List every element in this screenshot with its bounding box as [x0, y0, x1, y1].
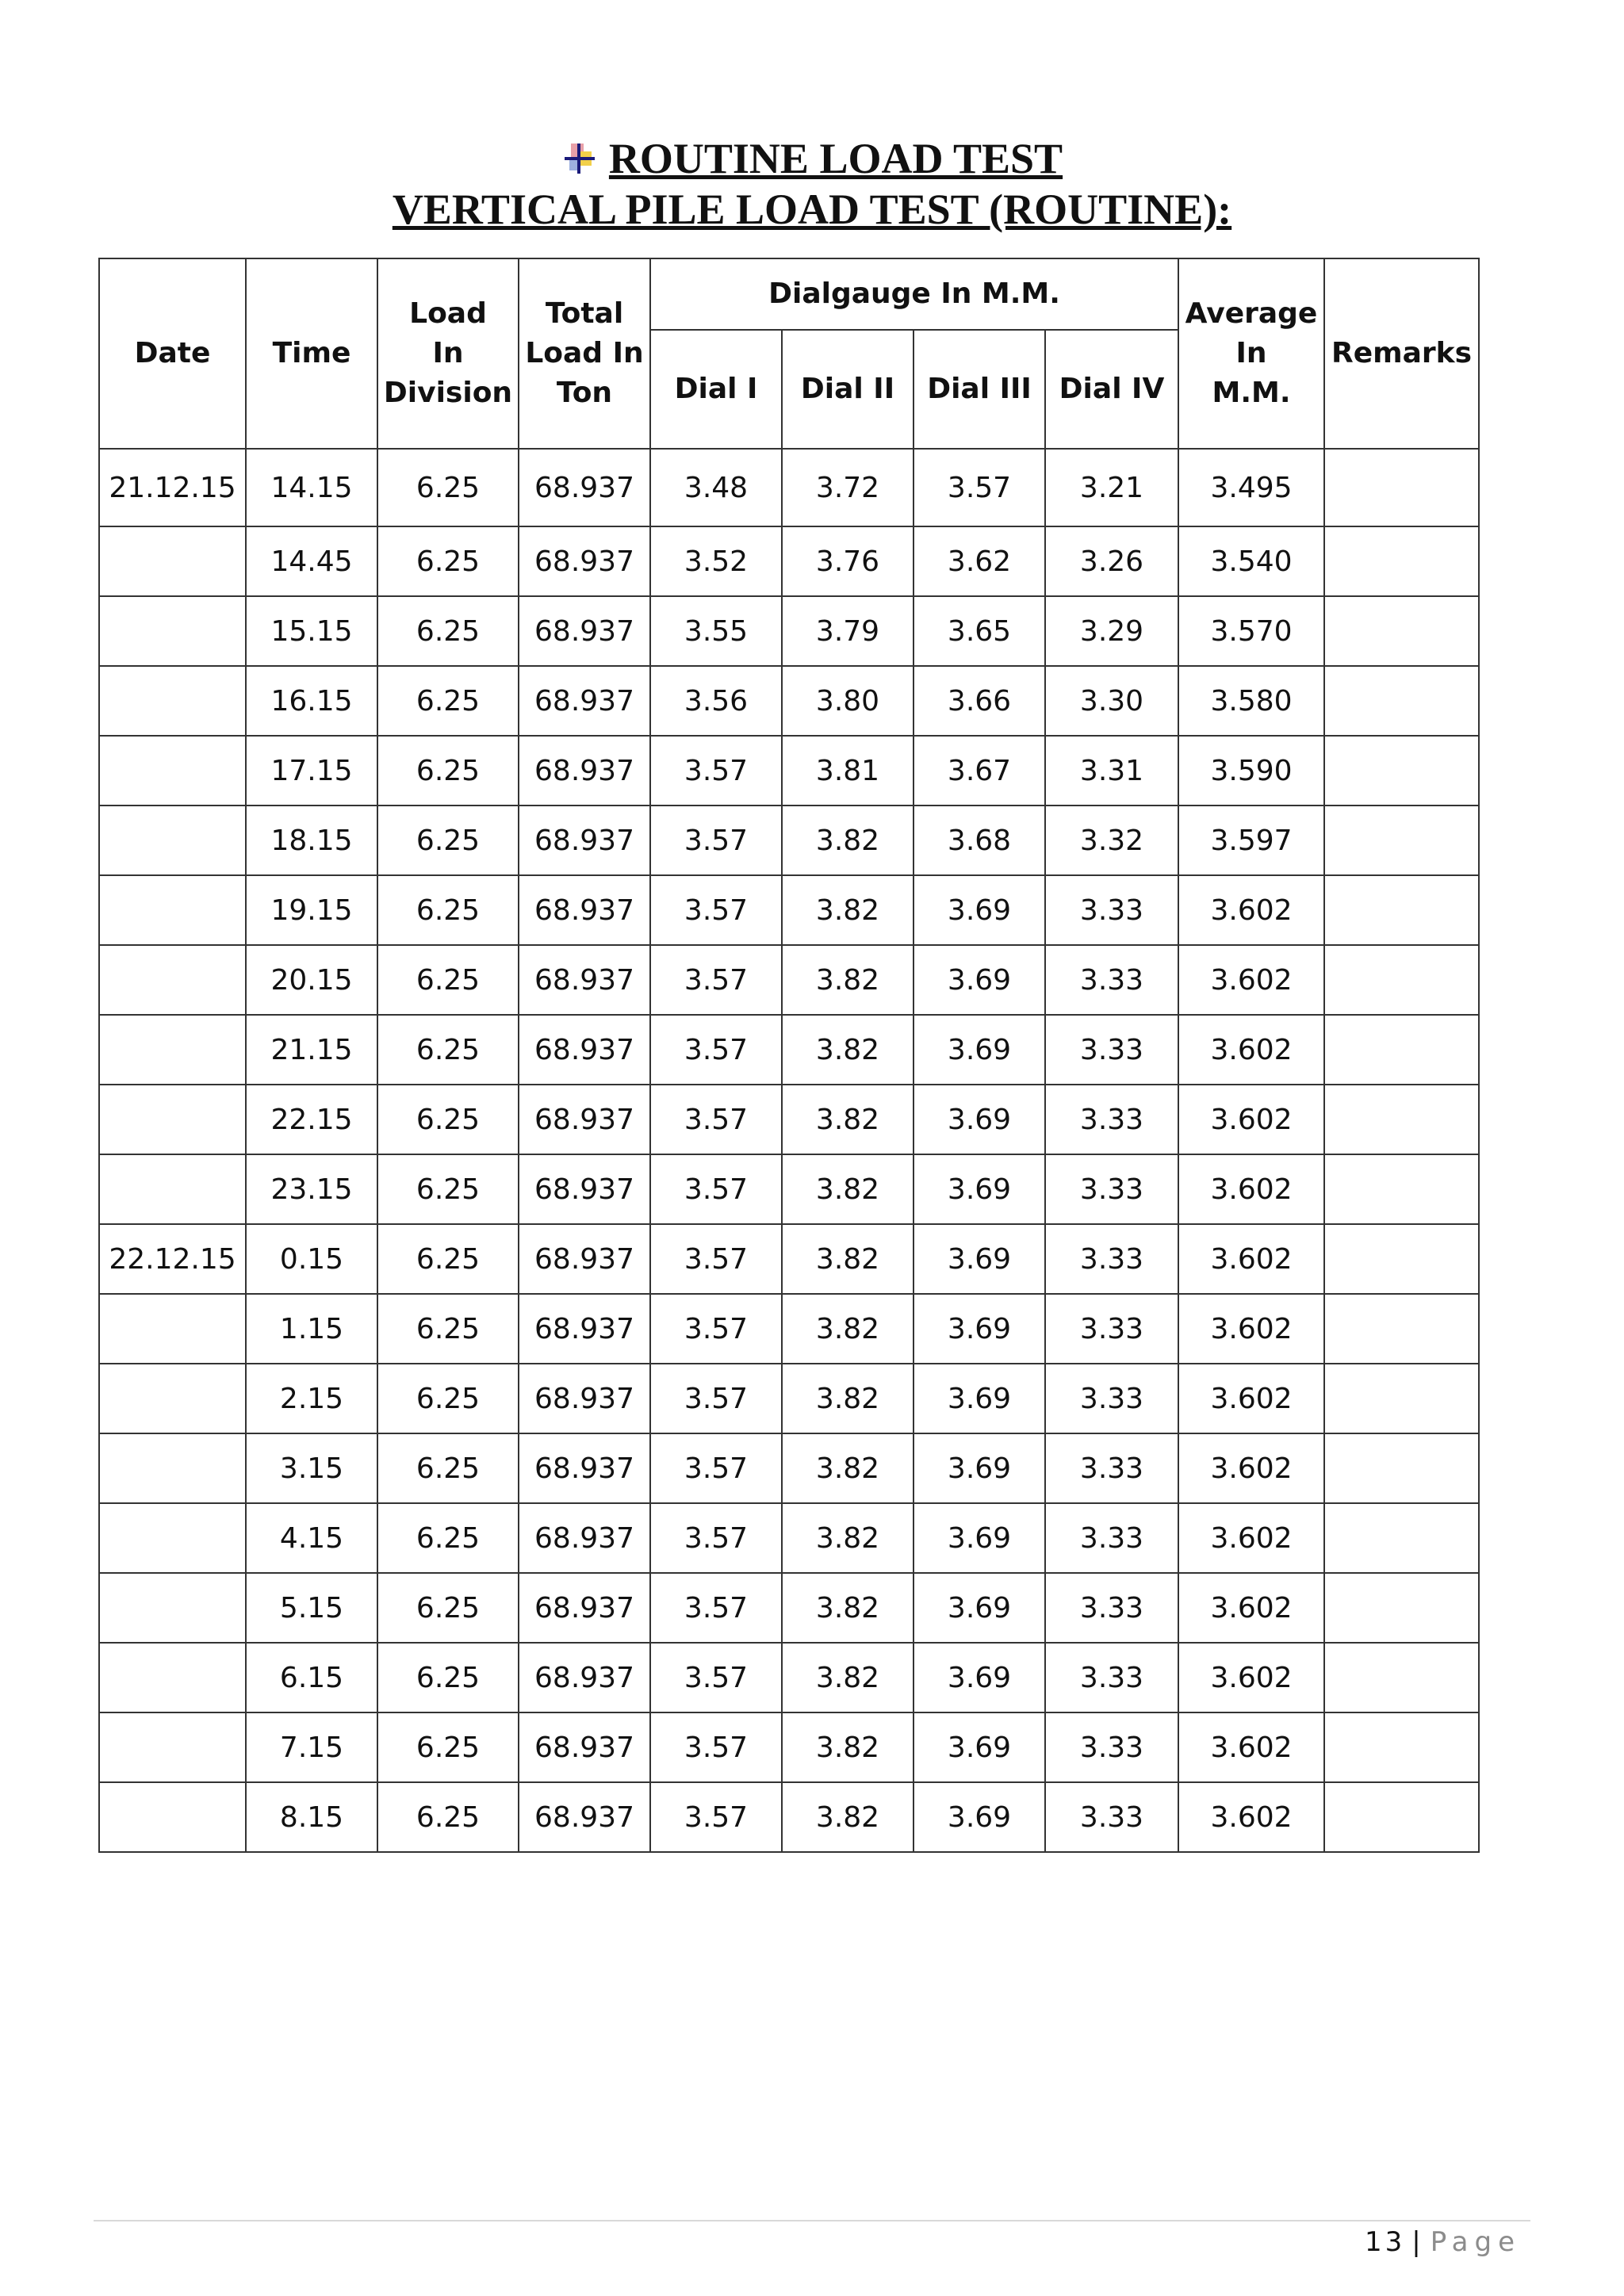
table-row: [99, 1364, 1479, 1433]
cell-dial-4: 3.33: [1045, 1643, 1178, 1712]
cell-dial-4: 3.33: [1045, 1015, 1178, 1085]
header-total-line: Total: [545, 297, 624, 330]
cell-time: 15.15: [246, 596, 377, 666]
cell-dial-4: 3.26: [1045, 526, 1178, 596]
cell-load: 6.25: [377, 1364, 519, 1433]
header-row: [99, 258, 1479, 330]
cell-date: 22.12.15: [99, 1224, 246, 1294]
cell-time: 1.15: [246, 1294, 377, 1364]
cell-load: 6.25: [377, 1015, 519, 1085]
cell-average: 3.602: [1178, 1015, 1324, 1085]
cell-dial-3: 3.69: [914, 1015, 1045, 1085]
cell-dial-2: 3.72: [782, 449, 914, 526]
table-row: [99, 1712, 1479, 1782]
cell-dial-1: 3.57: [650, 1364, 782, 1433]
cell-dial-1: 3.57: [650, 736, 782, 806]
cell-date: [99, 736, 246, 806]
cell-total-load: 68.937: [519, 449, 650, 526]
cell-remarks: [1324, 1433, 1479, 1503]
cell-dial-3: 3.69: [914, 1573, 1045, 1643]
page-footer: [1365, 2226, 1521, 2258]
header-dial-4: Dial IV: [1045, 330, 1178, 449]
cell-dial-4: 3.33: [1045, 1433, 1178, 1503]
cell-dial-1: 3.57: [650, 1154, 782, 1224]
cell-dial-1: 3.57: [650, 1224, 782, 1294]
cell-remarks: [1324, 1015, 1479, 1085]
cell-remarks: [1324, 1782, 1479, 1852]
cell-dial-2: 3.82: [782, 1224, 914, 1294]
cell-time: 14.15: [246, 449, 377, 526]
cell-load: 6.25: [377, 596, 519, 666]
cell-load: 6.25: [377, 1573, 519, 1643]
cell-date: [99, 1085, 246, 1154]
cell-dial-2: 3.82: [782, 1782, 914, 1852]
cell-date: [99, 1364, 246, 1433]
cell-load: 6.25: [377, 1154, 519, 1224]
cell-dial-1: 3.57: [650, 1573, 782, 1643]
cell-remarks: [1324, 1712, 1479, 1782]
cell-dial-4: 3.21: [1045, 449, 1178, 526]
cell-dial-1: 3.48: [650, 449, 782, 526]
cell-dial-2: 3.82: [782, 1294, 914, 1364]
cell-dial-4: 3.32: [1045, 806, 1178, 875]
cell-time: 5.15: [246, 1573, 377, 1643]
cell-dial-3: 3.69: [914, 1643, 1045, 1712]
cell-load: 6.25: [377, 666, 519, 736]
header-date: Date: [99, 258, 246, 449]
cell-average: 3.602: [1178, 1224, 1324, 1294]
table-row: [99, 1294, 1479, 1364]
page-subtitle: VERTICAL PILE LOAD TEST (ROUTINE):: [392, 186, 1232, 233]
cell-dial-2: 3.76: [782, 526, 914, 596]
cell-time: 19.15: [246, 875, 377, 945]
cell-time: 17.15: [246, 736, 377, 806]
cell-total-load: 68.937: [519, 1085, 650, 1154]
cell-dial-4: 3.33: [1045, 1294, 1178, 1364]
cell-remarks: [1324, 1364, 1479, 1433]
cell-dial-1: 3.57: [650, 1294, 782, 1364]
cell-average: 3.495: [1178, 449, 1324, 526]
cell-load: 6.25: [377, 1782, 519, 1852]
table-row: [99, 1503, 1479, 1573]
table-row: [99, 1573, 1479, 1643]
cell-dial-1: 3.55: [650, 596, 782, 666]
cell-total-load: 68.937: [519, 875, 650, 945]
cell-dial-4: 3.33: [1045, 1573, 1178, 1643]
cell-dial-1: 3.57: [650, 945, 782, 1015]
table-row: [99, 596, 1479, 666]
cell-average: 3.602: [1178, 1573, 1324, 1643]
cell-date: [99, 1643, 246, 1712]
cell-date: [99, 526, 246, 596]
cell-dial-3: 3.69: [914, 1712, 1045, 1782]
cell-total-load: 68.937: [519, 1015, 650, 1085]
page-word: Page: [1430, 2226, 1521, 2258]
cell-remarks: [1324, 1154, 1479, 1224]
cell-remarks: [1324, 1224, 1479, 1294]
cell-date: [99, 1433, 246, 1503]
table-body: [99, 449, 1479, 1852]
cell-dial-3: 3.69: [914, 1224, 1045, 1294]
cell-dial-3: 3.66: [914, 666, 1045, 736]
bullet-icon: [561, 137, 598, 174]
cell-remarks: [1324, 1643, 1479, 1712]
table-row: [99, 1085, 1479, 1154]
footer-divider: [94, 2220, 1530, 2221]
table-row: [99, 1154, 1479, 1224]
cell-average: 3.580: [1178, 666, 1324, 736]
cell-time: 4.15: [246, 1503, 377, 1573]
cell-dial-2: 3.82: [782, 806, 914, 875]
cell-time: 22.15: [246, 1085, 377, 1154]
title-block: [0, 133, 1624, 235]
cell-date: [99, 806, 246, 875]
cell-dial-1: 3.57: [650, 1503, 782, 1573]
cell-dial-1: 3.57: [650, 1712, 782, 1782]
header-time: Time: [246, 258, 377, 449]
cell-dial-1: 3.57: [650, 806, 782, 875]
page-title: [561, 133, 1063, 184]
cell-dial-4: 3.30: [1045, 666, 1178, 736]
cell-dial-1: 3.57: [650, 1782, 782, 1852]
cell-time: 20.15: [246, 945, 377, 1015]
cell-time: 6.15: [246, 1643, 377, 1712]
cell-dial-4: 3.33: [1045, 1364, 1178, 1433]
cell-dial-2: 3.82: [782, 1712, 914, 1782]
table-row: [99, 666, 1479, 736]
cell-total-load: 68.937: [519, 1433, 650, 1503]
cell-total-load: 68.937: [519, 1782, 650, 1852]
cell-dial-2: 3.82: [782, 1015, 914, 1085]
cell-average: 3.602: [1178, 1503, 1324, 1573]
cell-load: 6.25: [377, 1503, 519, 1573]
cell-dial-2: 3.82: [782, 1154, 914, 1224]
cell-dial-2: 3.82: [782, 1364, 914, 1433]
cell-dial-4: 3.33: [1045, 945, 1178, 1015]
cell-dial-4: 3.33: [1045, 1154, 1178, 1224]
header-dial-1: Dial I: [650, 330, 782, 449]
cell-time: 23.15: [246, 1154, 377, 1224]
cell-total-load: 68.937: [519, 1364, 650, 1433]
cell-average: 3.570: [1178, 596, 1324, 666]
cell-dial-3: 3.69: [914, 1782, 1045, 1852]
title-text: ROUTINE LOAD TEST: [608, 135, 1063, 182]
cell-total-load: 68.937: [519, 1503, 650, 1573]
cell-remarks: [1324, 1294, 1479, 1364]
header-load-line: Division: [383, 377, 513, 409]
cell-total-load: 68.937: [519, 1573, 650, 1643]
cell-dial-4: 3.33: [1045, 1503, 1178, 1573]
cell-total-load: 68.937: [519, 666, 650, 736]
cell-dial-4: 3.33: [1045, 875, 1178, 945]
table-row: [99, 1433, 1479, 1503]
cell-remarks: [1324, 449, 1479, 526]
cell-total-load: 68.937: [519, 945, 650, 1015]
cell-load: 6.25: [377, 1712, 519, 1782]
header-total-line: Load In: [525, 337, 644, 369]
header-average-line: Average: [1185, 297, 1318, 330]
page-separator: |: [1411, 2226, 1424, 2258]
cell-date: [99, 1573, 246, 1643]
cell-load: 6.25: [377, 1085, 519, 1154]
cell-dial-4: 3.33: [1045, 1085, 1178, 1154]
header-average-line: M.M.: [1212, 377, 1291, 409]
cell-date: [99, 666, 246, 736]
header-average-line: In: [1235, 337, 1267, 369]
cell-average: 3.602: [1178, 1364, 1324, 1433]
cell-dial-4: 3.29: [1045, 596, 1178, 666]
cell-average: 3.602: [1178, 1085, 1324, 1154]
cell-dial-3: 3.69: [914, 875, 1045, 945]
cell-average: 3.602: [1178, 1294, 1324, 1364]
cell-time: 16.15: [246, 666, 377, 736]
cell-dial-2: 3.79: [782, 596, 914, 666]
cell-date: [99, 1712, 246, 1782]
cell-dial-3: 3.69: [914, 1154, 1045, 1224]
cell-total-load: 68.937: [519, 1154, 650, 1224]
cell-load: 6.25: [377, 449, 519, 526]
cell-remarks: [1324, 806, 1479, 875]
header-dial-3: Dial III: [914, 330, 1045, 449]
cell-load: 6.25: [377, 1643, 519, 1712]
cell-date: [99, 875, 246, 945]
cell-average: 3.602: [1178, 1782, 1324, 1852]
cell-remarks: [1324, 1085, 1479, 1154]
cell-dial-3: 3.69: [914, 1085, 1045, 1154]
table-row: [99, 1015, 1479, 1085]
load-test-table: [98, 258, 1480, 1853]
cell-dial-3: 3.69: [914, 1503, 1045, 1573]
table-row: [99, 1224, 1479, 1294]
cell-dial-1: 3.57: [650, 875, 782, 945]
cell-total-load: 68.937: [519, 1224, 650, 1294]
header-load: [377, 258, 519, 449]
header-average: [1178, 258, 1324, 449]
cell-dial-1: 3.52: [650, 526, 782, 596]
cell-time: 7.15: [246, 1712, 377, 1782]
cell-load: 6.25: [377, 736, 519, 806]
cell-dial-3: 3.67: [914, 736, 1045, 806]
cell-total-load: 68.937: [519, 596, 650, 666]
cell-dial-3: 3.69: [914, 1433, 1045, 1503]
table-row: [99, 1782, 1479, 1852]
cell-remarks: [1324, 526, 1479, 596]
cell-remarks: [1324, 945, 1479, 1015]
cell-load: 6.25: [377, 1224, 519, 1294]
cell-load: 6.25: [377, 1294, 519, 1364]
cell-dial-1: 3.57: [650, 1085, 782, 1154]
cell-average: 3.540: [1178, 526, 1324, 596]
cell-date: [99, 1782, 246, 1852]
header-remarks: Remarks: [1324, 258, 1479, 449]
table-row: [99, 875, 1479, 945]
cell-total-load: 68.937: [519, 806, 650, 875]
cell-remarks: [1324, 736, 1479, 806]
cell-date: [99, 1154, 246, 1224]
cell-date: 21.12.15: [99, 449, 246, 526]
cell-remarks: [1324, 596, 1479, 666]
cell-date: [99, 596, 246, 666]
cell-average: 3.602: [1178, 1712, 1324, 1782]
cell-dial-3: 3.69: [914, 1294, 1045, 1364]
cell-average: 3.602: [1178, 875, 1324, 945]
cell-dial-3: 3.69: [914, 1364, 1045, 1433]
cell-dial-1: 3.57: [650, 1015, 782, 1085]
cell-dial-4: 3.31: [1045, 736, 1178, 806]
cell-average: 3.602: [1178, 1154, 1324, 1224]
cell-time: 0.15: [246, 1224, 377, 1294]
cell-dial-2: 3.82: [782, 875, 914, 945]
cell-time: 2.15: [246, 1364, 377, 1433]
cell-dial-2: 3.82: [782, 1643, 914, 1712]
cell-total-load: 68.937: [519, 736, 650, 806]
cell-dial-2: 3.82: [782, 1085, 914, 1154]
cell-dial-1: 3.57: [650, 1643, 782, 1712]
table-row: [99, 736, 1479, 806]
cell-dial-4: 3.33: [1045, 1712, 1178, 1782]
cell-dial-4: 3.33: [1045, 1782, 1178, 1852]
header-total-line: Ton: [556, 377, 613, 409]
cell-time: 8.15: [246, 1782, 377, 1852]
table-row: [99, 1643, 1479, 1712]
cell-date: [99, 1015, 246, 1085]
cell-dial-2: 3.82: [782, 1573, 914, 1643]
header-dialgauge: Dialgauge In M.M.: [650, 258, 1178, 330]
cell-dial-2: 3.82: [782, 1503, 914, 1573]
cell-total-load: 68.937: [519, 1294, 650, 1364]
cell-remarks: [1324, 666, 1479, 736]
cell-date: [99, 1294, 246, 1364]
table-row: [99, 526, 1479, 596]
cell-dial-3: 3.65: [914, 596, 1045, 666]
cell-time: 3.15: [246, 1433, 377, 1503]
page-number: 13: [1364, 2226, 1406, 2258]
cell-dial-3: 3.57: [914, 449, 1045, 526]
cell-total-load: 68.937: [519, 1712, 650, 1782]
cell-remarks: [1324, 1573, 1479, 1643]
table-row: [99, 945, 1479, 1015]
cell-dial-3: 3.62: [914, 526, 1045, 596]
cell-total-load: 68.937: [519, 1643, 650, 1712]
header-total-load: [519, 258, 650, 449]
cell-total-load: 68.937: [519, 526, 650, 596]
cell-average: 3.602: [1178, 1433, 1324, 1503]
header-load-line: Load: [409, 297, 487, 330]
cell-load: 6.25: [377, 945, 519, 1015]
cell-dial-3: 3.69: [914, 945, 1045, 1015]
cell-time: 18.15: [246, 806, 377, 875]
cell-average: 3.597: [1178, 806, 1324, 875]
cell-remarks: [1324, 1503, 1479, 1573]
cell-average: 3.602: [1178, 945, 1324, 1015]
cell-dial-4: 3.33: [1045, 1224, 1178, 1294]
cell-load: 6.25: [377, 1433, 519, 1503]
header-load-line: In: [432, 337, 464, 369]
cell-dial-1: 3.56: [650, 666, 782, 736]
cell-remarks: [1324, 875, 1479, 945]
cell-dial-2: 3.81: [782, 736, 914, 806]
cell-dial-2: 3.82: [782, 1433, 914, 1503]
header-dial-2: Dial II: [782, 330, 914, 449]
cell-load: 6.25: [377, 875, 519, 945]
table-row: [99, 449, 1479, 526]
cell-time: 14.45: [246, 526, 377, 596]
cell-dial-3: 3.68: [914, 806, 1045, 875]
cell-average: 3.590: [1178, 736, 1324, 806]
cell-dial-2: 3.82: [782, 945, 914, 1015]
table-row: [99, 806, 1479, 875]
cell-dial-1: 3.57: [650, 1433, 782, 1503]
cell-load: 6.25: [377, 806, 519, 875]
cell-time: 21.15: [246, 1015, 377, 1085]
cell-dial-2: 3.80: [782, 666, 914, 736]
cell-average: 3.602: [1178, 1643, 1324, 1712]
cell-date: [99, 1503, 246, 1573]
cell-load: 6.25: [377, 526, 519, 596]
cell-date: [99, 945, 246, 1015]
